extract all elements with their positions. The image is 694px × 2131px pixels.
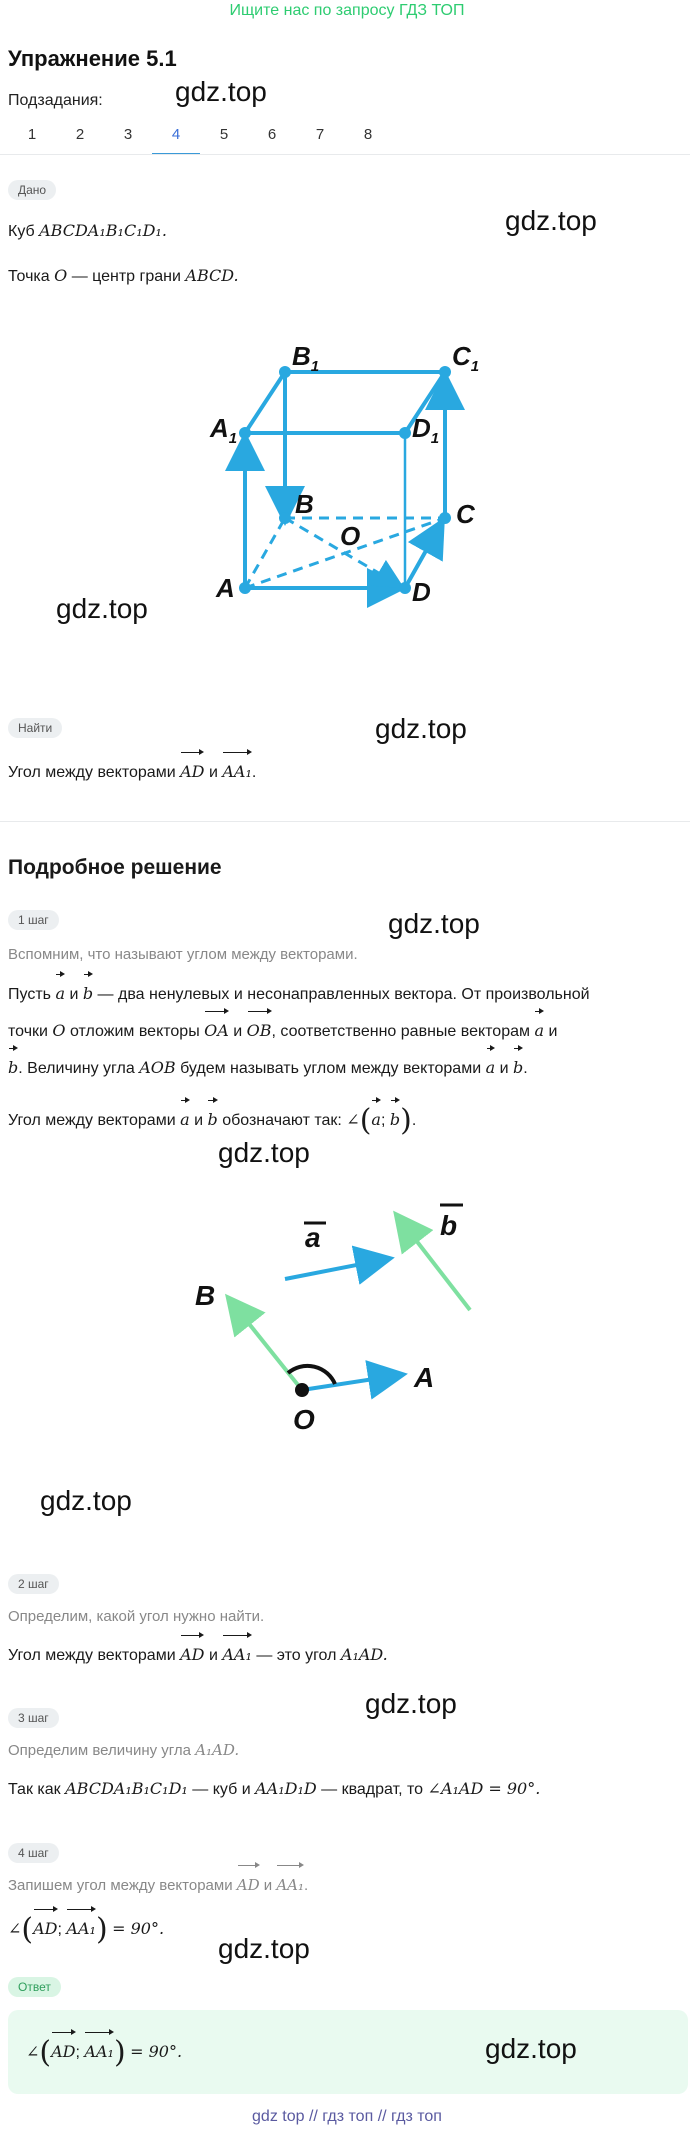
section-divider [0,821,690,822]
answer-badge: Ответ [8,1977,61,1997]
step1-line-1 [8,975,590,1014]
answer-badge-wrap [8,1977,61,1997]
vector-AD-label: AD [180,1636,204,1674]
vector-AA1-label: AA₁ [84,2033,114,2071]
step3-badge-wrap [8,1708,59,1728]
step1-text: точки [8,1023,48,1040]
step1-badge: 1 шаг [8,910,59,930]
vector-a-arrow [285,1259,387,1279]
cube-figure [200,325,500,615]
vector-AA1-label: AA₁ [276,1866,304,1904]
find-prefix: Угол между векторами [8,764,176,781]
label-D1: $D_1$ [412,413,440,447]
step3-text: Так как [8,1781,61,1798]
label-B1: $B_1$ [292,341,320,375]
step3-line [8,1770,540,1809]
step2-text: — это угол [256,1647,337,1664]
find-and: и [208,764,218,781]
vector-OB-label: OB [247,1012,272,1050]
point-A [239,582,251,594]
vector-AA1-label: AA₁ [66,1910,96,1948]
step2-muted: Определим, какой угол нужно найти. [8,1608,265,1625]
subtask-tabs [8,120,392,155]
vector-OA-arrow [302,1375,400,1390]
label-A: A [216,573,235,603]
tab-8[interactable]: 8 [363,126,373,143]
step3-muted [8,1731,239,1770]
tab-1[interactable]: 1 [27,126,37,143]
vector-b-arrow [398,1217,470,1310]
answer-line: ∠(AD; AA₁) = 90°. [26,2035,183,2070]
find-dot: . [251,764,257,781]
vector-b-label: b [8,1049,18,1087]
find-badge: Найти [8,718,62,738]
step2-and: и [208,1647,218,1664]
step3-muted-text: Определим величину угла [8,1742,192,1759]
vector-b-label: b [390,1101,400,1139]
step3-text: — куб и [192,1781,251,1798]
vector-a-label: a [371,1101,381,1139]
vector-AD-label: AD [237,1866,260,1904]
step1-text: — два ненулевых и несонаправленных вектора. От произвольной [97,986,590,1003]
step1-text: Пусть [8,986,51,1003]
point-A1 [239,427,251,439]
find-badge-wrap [8,718,62,738]
point-B1 [279,366,291,378]
point-D1 [399,427,411,439]
vector-AD-label: AD [180,753,204,791]
solution-title: Подробное решение [8,856,222,879]
step1-text: Угол между векторами [8,1112,176,1129]
given-badge: Дано [8,180,56,200]
step2-badge: 2 шаг [8,1574,59,1594]
watermark: gdz.top [365,1688,457,1719]
vectors-figure [190,1175,490,1440]
label-A1: $A_1$ [210,413,238,447]
semicolon: ; [57,1921,62,1938]
label-B: B [295,489,314,519]
square-name: AA₁D₁D [255,1779,317,1798]
angle-symbol: ∠ [346,1110,360,1129]
vector-a-label: a [55,975,65,1013]
step3-text: — квадрат, то [321,1781,424,1798]
step1-and: и [233,1023,243,1040]
cube-name: ABCDA₁B₁C₁D₁ [65,1779,188,1798]
step1-text: . Величину угла [18,1060,135,1077]
label-C1: $C_1$ [452,341,480,375]
vector-b-label: b [207,1101,217,1139]
top-banner[interactable]: Ищите нас по запросу ГДЗ ТОП [229,2,465,19]
semicolon: ; [75,2044,80,2061]
step1-line-3 [8,1049,528,1088]
vector-OA-label: OA [204,1012,229,1050]
tab-7[interactable]: 7 [315,126,325,143]
given-point-prefix: Точка [8,268,50,285]
step4-badge-wrap [8,1843,59,1863]
step1-badge-wrap [8,910,59,930]
step1-and: и [69,986,79,1003]
tab-3[interactable]: 3 [123,126,133,143]
label-O: O [293,1404,315,1435]
watermark: gdz.top [40,1485,132,1516]
step1-text: отложим векторы [70,1023,200,1040]
step1-muted: Вспомним, что называют углом между векторами. [8,946,358,963]
label-C: C [456,499,475,529]
angle-A1AD-label: A₁AD. [195,1741,240,1759]
point-O-label: O [52,1021,66,1040]
watermark: gdz.top [218,1933,310,1964]
step1-line-2 [8,1012,557,1051]
watermark: gdz.top [175,76,267,107]
step1-and: и [194,1112,204,1129]
given-line-1 [8,212,167,251]
given-line-2 [8,257,239,296]
label-A: A [414,1362,435,1393]
step1-line-4: Угол между векторами a и b обозначают так: ∠(a; b). [8,1103,417,1138]
watermark: gdz.top [375,713,467,744]
point-B [279,512,291,524]
edge-B1A1 [245,372,285,433]
tab-5[interactable]: 5 [219,126,229,143]
step4-muted-text: Запишем угол между векторами [8,1877,233,1894]
vector-a-label: a [180,1101,190,1139]
step3-badge: 3 шаг [8,1708,59,1728]
footer-links[interactable]: gdz top // гдз топ // гдз топ [252,2108,442,2125]
given-badge-wrap [8,180,56,200]
step4-dot: . [304,1877,309,1894]
point-O [295,1383,309,1397]
vector-a-label: a [486,1049,496,1087]
step2-badge-wrap [8,1574,59,1594]
label-b: b [440,1210,458,1241]
given-point-O: O [54,266,68,285]
point-D [399,582,411,594]
vector-AD-label: AD [33,1910,57,1948]
vector-AA1-label: AA₁ [222,753,252,791]
tab-6[interactable]: 6 [267,126,277,143]
step1-and: и [548,1023,558,1040]
angle-symbol: ∠ [26,2042,40,2061]
tab-2[interactable]: 2 [75,126,85,143]
vector-AD-label: AD [51,2033,75,2071]
find-line [8,753,256,792]
angle-AOB-label: AOB [139,1058,176,1077]
subtasks-label: Подзадания: [8,92,103,109]
angle-A1AD-label: A₁AD. [340,1645,388,1664]
label-a: a [305,1222,321,1253]
vector-b-label: b [83,975,93,1013]
page-title: Упражнение 5.1 [8,46,177,71]
step2-text: Угол между векторами [8,1647,176,1664]
vector-b-label: b [513,1049,523,1087]
step1-dot: . [523,1060,528,1077]
watermark: gdz.top [485,2033,577,2064]
watermark: gdz.top [56,593,148,624]
given-cube-name: ABCDA₁B₁C₁D₁. [39,221,167,240]
given-face-name: ABCD. [185,266,239,285]
tab-4[interactable]: 4 [152,120,200,155]
step3-result: ∠A₁AD = 90°. [427,1779,541,1798]
point-C1 [439,366,451,378]
answer-result: = 90°. [130,2042,183,2061]
tabs-divider [0,154,690,155]
vector-AA1-label: AA₁ [222,1636,252,1674]
vector-a-label: a [534,1012,544,1050]
watermark: gdz.top [388,908,480,939]
label-D: D [412,577,431,607]
given-center-text: — центр грани [71,268,181,285]
watermark: gdz.top [218,1137,310,1168]
step1-text: будем называть углом между векторами [180,1060,482,1077]
step1-text: обозначают так: [222,1112,342,1129]
step4-line: ∠(AD; AA₁) = 90°. [8,1912,165,1947]
given-cube-prefix: Куб [8,223,35,240]
step4-muted [8,1866,308,1905]
semicolon: ; [380,1112,386,1129]
step4-and: и [263,1877,273,1894]
step1-and: и [499,1060,509,1077]
angle-symbol: ∠ [8,1919,22,1938]
label-B: B [195,1280,216,1311]
step1-text: , соответственно равные векторам [271,1023,530,1040]
step4-badge: 4 шаг [8,1843,59,1863]
point-C [439,512,451,524]
label-O: O [340,521,361,551]
watermark: gdz.top [505,205,597,236]
vector-OB-arrow [230,1300,302,1390]
step2-line [8,1636,388,1675]
step1-dot: . [411,1112,417,1129]
step4-result: = 90°. [112,1919,165,1938]
